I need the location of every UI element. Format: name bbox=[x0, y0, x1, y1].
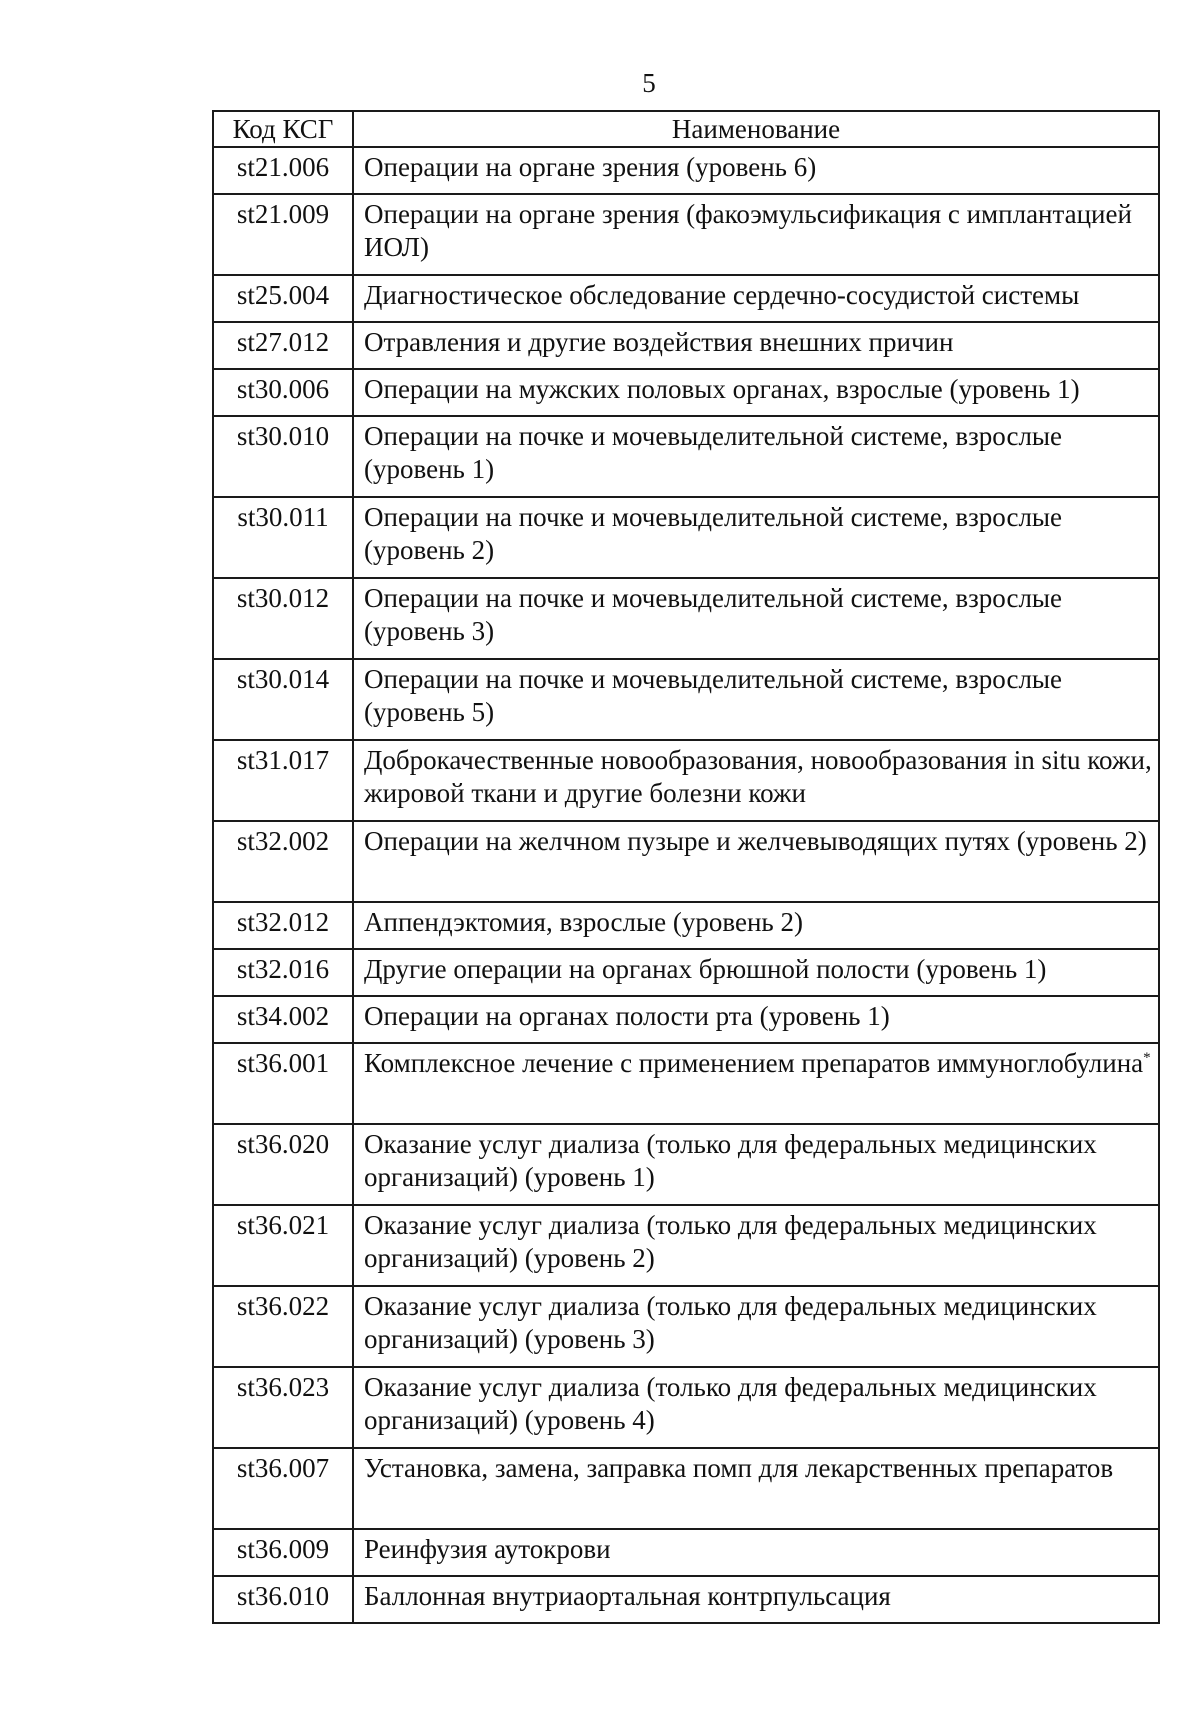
table-row bbox=[213, 578, 1159, 659]
row-code: st36.020 bbox=[213, 1124, 353, 1205]
row-name: Отравления и другие воздействия внешних причин bbox=[353, 322, 1159, 369]
row-code: st36.023 bbox=[213, 1367, 353, 1448]
row-code: st31.017 bbox=[213, 740, 353, 821]
footnote-marker: * bbox=[1143, 1050, 1151, 1066]
table-row bbox=[213, 1286, 1159, 1367]
row-name: Баллонная внутриаортальная контрпульсация bbox=[353, 1576, 1159, 1623]
row-name: Установка, замена, заправка помп для лекарственных препаратов bbox=[353, 1448, 1159, 1529]
row-code: st36.007 bbox=[213, 1448, 353, 1529]
row-name: Операции на мужских половых органах, взрослые (уровень 1) bbox=[353, 369, 1159, 416]
table-row bbox=[213, 497, 1159, 578]
table-row bbox=[213, 1529, 1159, 1576]
row-name: Доброкачественные новообразования, новообразования in situ кожи, жировой ткани и другие болезни кожи bbox=[353, 740, 1159, 821]
row-code: st21.009 bbox=[213, 194, 353, 275]
row-code: st21.006 bbox=[213, 147, 353, 194]
row-name: Операции на почке и мочевыделительной системе, взрослые (уровень 2) bbox=[353, 497, 1159, 578]
page-number: 5 bbox=[642, 68, 656, 98]
table-row bbox=[213, 902, 1159, 949]
row-name: Операции на органе зрения (факоэмульсификация с имплантацией ИОЛ) bbox=[353, 194, 1159, 275]
row-name bbox=[353, 1043, 1159, 1124]
row-code: st36.010 bbox=[213, 1576, 353, 1623]
row-code: st36.021 bbox=[213, 1205, 353, 1286]
row-name: Диагностическое обследование сердечно-сосудистой системы bbox=[353, 275, 1159, 322]
table-row bbox=[213, 1205, 1159, 1286]
row-code: st30.006 bbox=[213, 369, 353, 416]
row-name: Операции на почке и мочевыделительной системе, взрослые (уровень 1) bbox=[353, 416, 1159, 497]
table-row bbox=[213, 1124, 1159, 1205]
row-name: Операции на желчном пузыре и желчевыводящих путях (уровень 2) bbox=[353, 821, 1159, 902]
table-row bbox=[213, 740, 1159, 821]
row-code: st34.002 bbox=[213, 996, 353, 1043]
row-code: st36.001 bbox=[213, 1043, 353, 1124]
row-code: st25.004 bbox=[213, 275, 353, 322]
row-code: st30.014 bbox=[213, 659, 353, 740]
row-name: Оказание услуг диализа (только для федеральных медицинских организаций) (уровень 3) bbox=[353, 1286, 1159, 1367]
row-code: st36.022 bbox=[213, 1286, 353, 1367]
row-code: st32.016 bbox=[213, 949, 353, 996]
row-name: Оказание услуг диализа (только для федеральных медицинских организаций) (уровень 2) bbox=[353, 1205, 1159, 1286]
row-code: st30.012 bbox=[213, 578, 353, 659]
row-name: Оказание услуг диализа (только для федеральных медицинских организаций) (уровень 1) bbox=[353, 1124, 1159, 1205]
row-code: st36.009 bbox=[213, 1529, 353, 1576]
row-code: st32.012 bbox=[213, 902, 353, 949]
table-row bbox=[213, 1576, 1159, 1623]
row-name: Другие операции на органах брюшной полости (уровень 1) bbox=[353, 949, 1159, 996]
row-name: Операции на органах полости рта (уровень 1) bbox=[353, 996, 1159, 1043]
table-row bbox=[213, 369, 1159, 416]
table-row bbox=[213, 416, 1159, 497]
table-row bbox=[213, 1367, 1159, 1448]
table-row bbox=[213, 1043, 1159, 1124]
row-name: Операции на органе зрения (уровень 6) bbox=[353, 147, 1159, 194]
table-row bbox=[213, 1448, 1159, 1529]
table-row bbox=[213, 996, 1159, 1043]
row-name: Операции на почке и мочевыделительной системе, взрослые (уровень 3) bbox=[353, 578, 1159, 659]
row-code: st32.002 bbox=[213, 821, 353, 902]
row-code: st30.010 bbox=[213, 416, 353, 497]
table-row bbox=[213, 949, 1159, 996]
table-row bbox=[213, 322, 1159, 369]
row-code: st27.012 bbox=[213, 322, 353, 369]
table-row bbox=[213, 275, 1159, 322]
row-name: Аппендэктомия, взрослые (уровень 2) bbox=[353, 902, 1159, 949]
table-row bbox=[213, 194, 1159, 275]
row-name: Операции на почке и мочевыделительной системе, взрослые (уровень 5) bbox=[353, 659, 1159, 740]
table-row bbox=[213, 659, 1159, 740]
table-row bbox=[213, 147, 1159, 194]
header-name: Наименование bbox=[353, 111, 1159, 147]
table-row bbox=[213, 821, 1159, 902]
row-name: Реинфузия аутокрови bbox=[353, 1529, 1159, 1576]
ksg-table bbox=[212, 110, 1160, 1624]
table-header-row bbox=[213, 111, 1159, 147]
row-name-text: Комплексное лечение с применением препаратов иммуноглобулина bbox=[364, 1048, 1144, 1078]
header-code: Код КСГ bbox=[213, 111, 353, 147]
row-code: st30.011 bbox=[213, 497, 353, 578]
row-name: Оказание услуг диализа (только для федеральных медицинских организаций) (уровень 4) bbox=[353, 1367, 1159, 1448]
